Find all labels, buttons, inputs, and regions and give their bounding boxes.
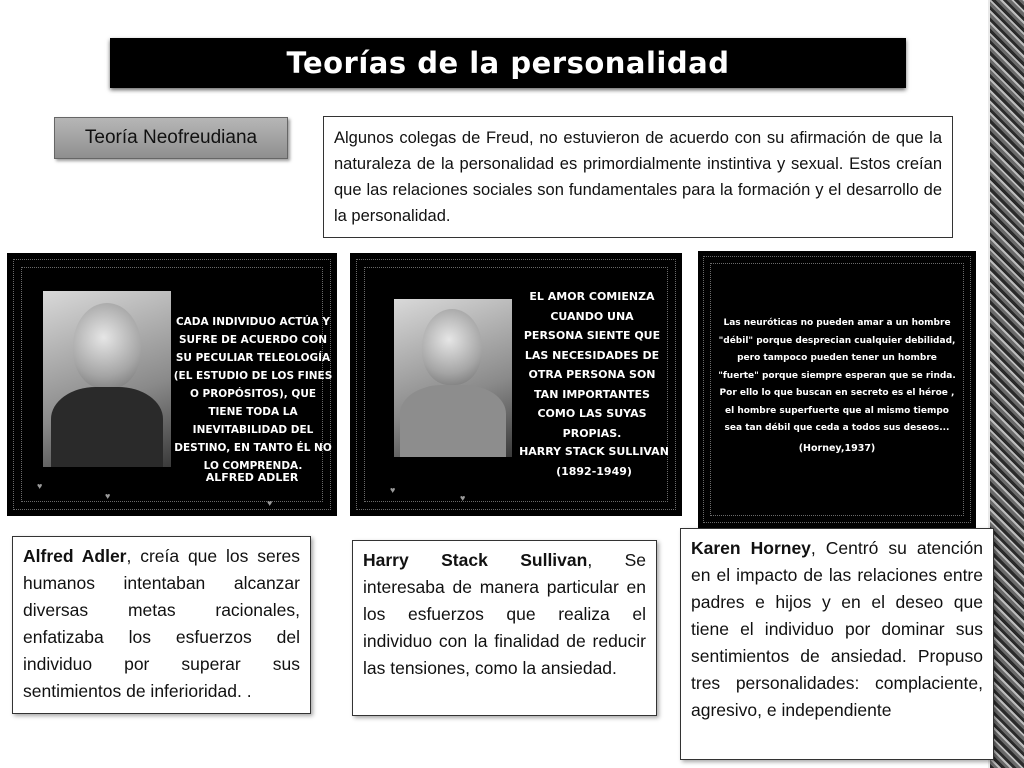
- adler-portrait: [43, 291, 171, 467]
- sullivan-text-box: [352, 540, 657, 716]
- sullivan-quote-author: HARRY STACK SULLIVAN: [519, 445, 669, 458]
- horney-description: , Centró su atención en el impacto de las relaciones entre padres e hijos y en el deseo que tiene el individuo por dominar sus sentimientos de ansiedad. Propuso tres personalidades: complaciente, agresivo, e independiente: [691, 538, 983, 720]
- sullivan-quote-text: EL AMOR COMIENZA CUANDO UNA PERSONA SIENTE QUE LAS NECESIDADES DE OTRA PERSONA SON TAN IMPORTANTES COMO LAS SUYAS PROPIAS.: [523, 290, 661, 440]
- sullivan-description: , Se interesaba de manera particular en los esfuerzos que realiza el individuo con la finalidad de reducir las tensiones, como la ansiedad.: [363, 550, 646, 678]
- horney-quote-text: Las neuróticas no pueden amar a un hombre "débil" porque desprecian cualquier debilidad, pero tampoco pueden tener un hombre "fuerte" porque siempre esperan que se rinda. Por ello lo que buscan en secreto es el héroe , el hombre superfuerte que al mismo tiempo sea tan débil que ceda a todos sus deseos...: [718, 318, 956, 433]
- description-box: Algunos colegas de Freud, no estuvieron de acuerdo con su afirmación de que la naturaleza de la personalidad es primordialmente instintiva y sexual. Estos creían que las relaciones sociales son fundamentales para la formación y el desarrollo de la personalidad.: [323, 116, 953, 238]
- sullivan-quote-years: (1892-1949): [556, 465, 632, 478]
- adler-quote-image: CADA INDIVIDUO ACTÚA Y SUFRE DE ACUERDO CON SU PECULIAR TELEOLOGÍA (EL ESTUDIO DE LOS FINES O PROPÓSITOS), QUE TIENE TODA LA INEVITABILIDAD DEL DESTINO, EN TANTO ÉL NO LO COMPRENDA. ALFRED ADLER ♥ ♥ ♥: [7, 253, 337, 516]
- horney-text-box: [680, 528, 994, 760]
- decorative-side-bar: [990, 0, 1024, 768]
- sullivan-portrait: [394, 299, 512, 457]
- adler-text-box: [12, 536, 311, 714]
- sullivan-quote-image: EL AMOR COMIENZA CUANDO UNA PERSONA SIENTE QUE LAS NECESIDADES DE OTRA PERSONA SON TAN IMPORTANTES COMO LAS SUYAS PROPIAS. HARRY STACK SULLIVAN (1892-1949) ♥ ♥: [350, 253, 682, 516]
- sullivan-name: Harry Stack Sullivan: [363, 550, 588, 570]
- page-title: Teorías de la personalidad: [110, 38, 906, 88]
- adler-quote-author: ALFRED ADLER: [205, 471, 299, 484]
- adler-description: , creía que los seres humanos intentaban alcanzar diversas metas racionales, enfatizaba los esfuerzos del individuo por superar sus sentimientos de inferioridad. .: [23, 546, 301, 701]
- horney-quote-author: (Horney,1937): [798, 443, 876, 454]
- horney-name: Karen Horney: [691, 538, 811, 558]
- theory-label: Teoría Neofreudiana: [54, 117, 288, 159]
- horney-quote-image: [698, 251, 976, 528]
- adler-name: Alfred Adler: [23, 546, 127, 566]
- adler-quote-text: CADA INDIVIDUO ACTÚA Y SUFRE DE ACUERDO CON SU PECULIAR TELEOLOGÍA (EL ESTUDIO DE LOS FINES O PROPÓSITOS), QUE TIENE TODA LA INEVITABILIDAD DEL DESTINO, EN TANTO ÉL NO LO COMPRENDA.: [173, 316, 333, 472]
